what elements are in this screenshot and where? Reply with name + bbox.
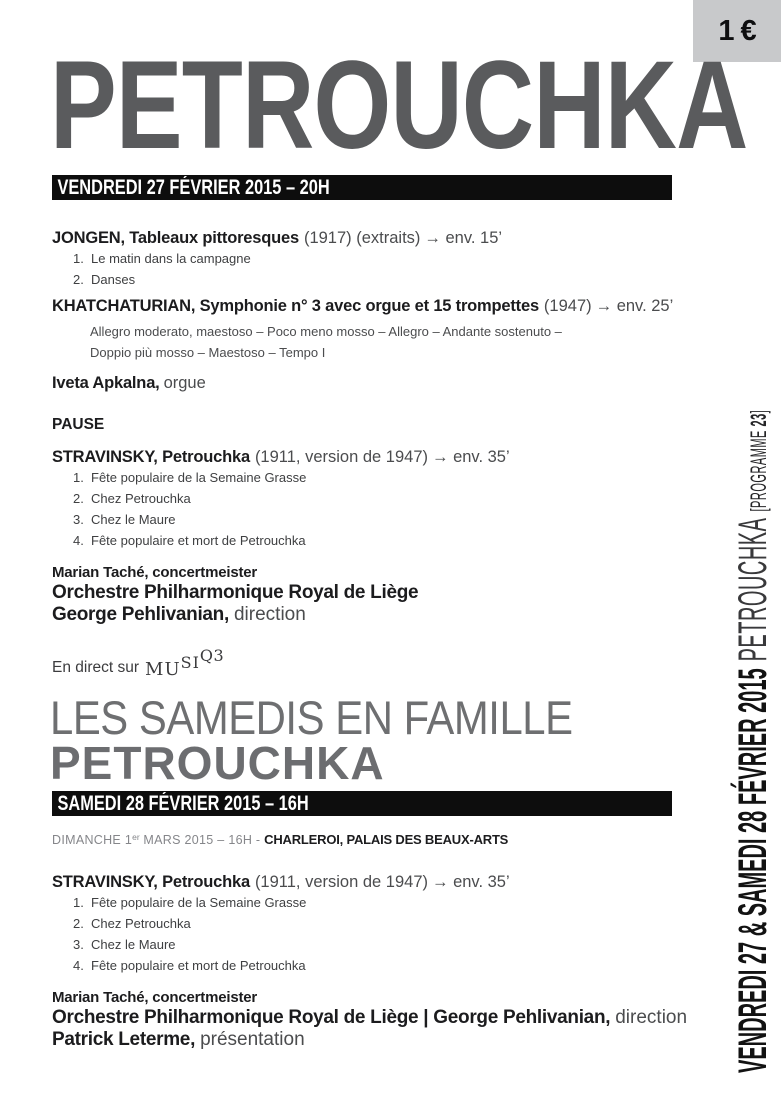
work-title: STRAVINSKY, Petrouchka (52, 448, 250, 466)
work-meta: (1911, version de 1947) (254, 873, 428, 891)
work-duration: → env. 15’ (424, 229, 503, 247)
orchestra-conductor-names: Orchestre Philharmonique Royal de Liège | George Pehlivanian, (52, 1007, 611, 1028)
list-item-number: 1. (73, 895, 84, 910)
list-item (52, 272, 712, 287)
work-heading-jongen (52, 228, 712, 248)
conductor-credit (52, 604, 712, 626)
alternate-date-line (52, 832, 508, 849)
price-label: 1 € (718, 14, 756, 47)
work-duration: → env. 35’ (432, 448, 510, 466)
pause-label: PAUSE (52, 416, 105, 433)
organist-role: orgue (163, 374, 206, 392)
spine-programme-close: ] (746, 409, 771, 414)
work-duration: → env. 35’ (432, 873, 510, 891)
list-item-number: 1. (73, 251, 84, 266)
tempo-line: Allegro moderato, maestoso – Poco meno mosso – Allegro – Andante sostenuto – (90, 324, 562, 339)
concert1-programme (52, 226, 712, 680)
concertmeister-credit: Marian Taché, concertmeister (52, 564, 258, 581)
spine-programme-num: 23 (746, 413, 771, 427)
work-title: JONGEN, Tableaux pittoresques (52, 229, 299, 247)
musiq3-logo-q3: Q3 (199, 646, 225, 665)
list-item (52, 491, 712, 506)
list-item (52, 958, 712, 973)
page-title: PETROUCHKA (50, 36, 748, 175)
work-heading-khatchaturian (52, 296, 712, 316)
list-item (52, 251, 712, 266)
list-item (52, 895, 712, 910)
stravinsky2-movement-list (52, 895, 712, 973)
orchestra-name: Orchestre Philharmonique Royal de Liège (52, 582, 419, 603)
concert2-credits (52, 989, 712, 1051)
alt-date-ordinal: er (132, 832, 140, 842)
list-item-number: 4. (73, 958, 84, 973)
work-meta: (1911, version de 1947) (254, 448, 428, 466)
concertmeister-credit: Marian Taché, concertmeister (52, 989, 258, 1006)
list-item (52, 512, 712, 527)
list-item-label: Fête populaire et mort de Petrouchka (91, 533, 306, 548)
list-item (52, 937, 712, 952)
list-item-label: Fête populaire et mort de Petrouchka (91, 958, 306, 973)
organist-name: Iveta Apkalna, (52, 374, 160, 392)
spine-programme-open: [PROGRAMME (746, 426, 771, 512)
broadcast-prefix: En direct sur (52, 659, 140, 676)
list-item-number: 2. (73, 916, 84, 931)
list-item-number: 1. (73, 470, 84, 485)
list-item (52, 470, 712, 485)
musiq3-logo-mu: MU (145, 659, 181, 680)
jongen-movement-list (52, 251, 712, 287)
list-item-label: Le matin dans la campagne (91, 251, 251, 266)
list-item-number: 2. (73, 491, 84, 506)
list-item-number: 2. (73, 272, 84, 287)
work-heading-stravinsky-2 (52, 872, 712, 892)
concert2-date-bar (52, 791, 672, 816)
list-item-number: 4. (73, 533, 84, 548)
work-heading-stravinsky (52, 447, 712, 467)
alt-date-part2: MARS 2015 – 16H - (139, 833, 265, 847)
series-title: LES SAMEDIS EN FAMILLE (50, 691, 573, 744)
presenter-role: présentation (200, 1029, 305, 1050)
work-duration: → env. 25’ (595, 297, 674, 315)
musiq3-logo-si: SI (180, 653, 200, 672)
list-item-label: Chez le Maure (91, 512, 176, 527)
conductor-role: direction (615, 1007, 688, 1028)
concert2-date-text: SAMEDI 28 FÉVRIER 2015 – 16H (57, 791, 309, 815)
list-item (52, 533, 712, 548)
spine-programme-number (746, 410, 771, 512)
work-meta: (1917) (extraits) (303, 229, 421, 247)
presenter-name: Patrick Leterme, (52, 1029, 196, 1050)
series-subtitle: PETROUCHKA (50, 737, 385, 789)
work-title: KHATCHATURIAN, Symphonie n° 3 avec orgue et 15 trompettes (52, 297, 539, 315)
presenter-credit (52, 1029, 712, 1051)
list-item (52, 916, 712, 931)
list-item-label: Fête populaire de la Semaine Grasse (91, 470, 307, 485)
list-item-number: 3. (73, 937, 84, 952)
work-title: STRAVINSKY, Petrouchka (52, 873, 250, 891)
concert1-credits (52, 564, 712, 626)
concert2-programme (52, 866, 712, 1051)
stravinsky-movement-list (52, 470, 712, 548)
alt-date-venue: CHARLEROI, PALAIS DES BEAUX-ARTS (264, 832, 509, 847)
tempo-line: Doppio più mosso – Maestoso – Tempo I (90, 345, 326, 360)
spine-title: PETROUCHKA (731, 517, 775, 662)
concert1-date-text: VENDREDI 27 FÉVRIER 2015 – 20H (57, 175, 330, 199)
list-item-label: Chez Petrouchka (91, 916, 191, 931)
list-item-label: Fête populaire de la Semaine Grasse (91, 895, 307, 910)
list-item-label: Chez le Maure (91, 937, 176, 952)
conductor-name: George Pehlivanian, (52, 604, 229, 625)
work-meta: (1947) (543, 297, 592, 315)
list-item-label: Danses (91, 272, 136, 287)
list-item-label: Chez Petrouchka (91, 491, 191, 506)
orchestra-conductor-credit (52, 1007, 712, 1029)
conductor-role: direction (233, 604, 306, 625)
organist-credit (52, 373, 712, 393)
alt-date-part1: DIMANCHE 1 (52, 833, 133, 847)
broadcast-line (52, 646, 712, 680)
spine-text (733, 410, 773, 1073)
concert1-date-bar (52, 175, 672, 200)
list-item-number: 3. (73, 512, 84, 527)
spine-dates: VENDREDI 27 & SAMEDI 28 FÉVRIER 2015 (731, 668, 775, 1073)
